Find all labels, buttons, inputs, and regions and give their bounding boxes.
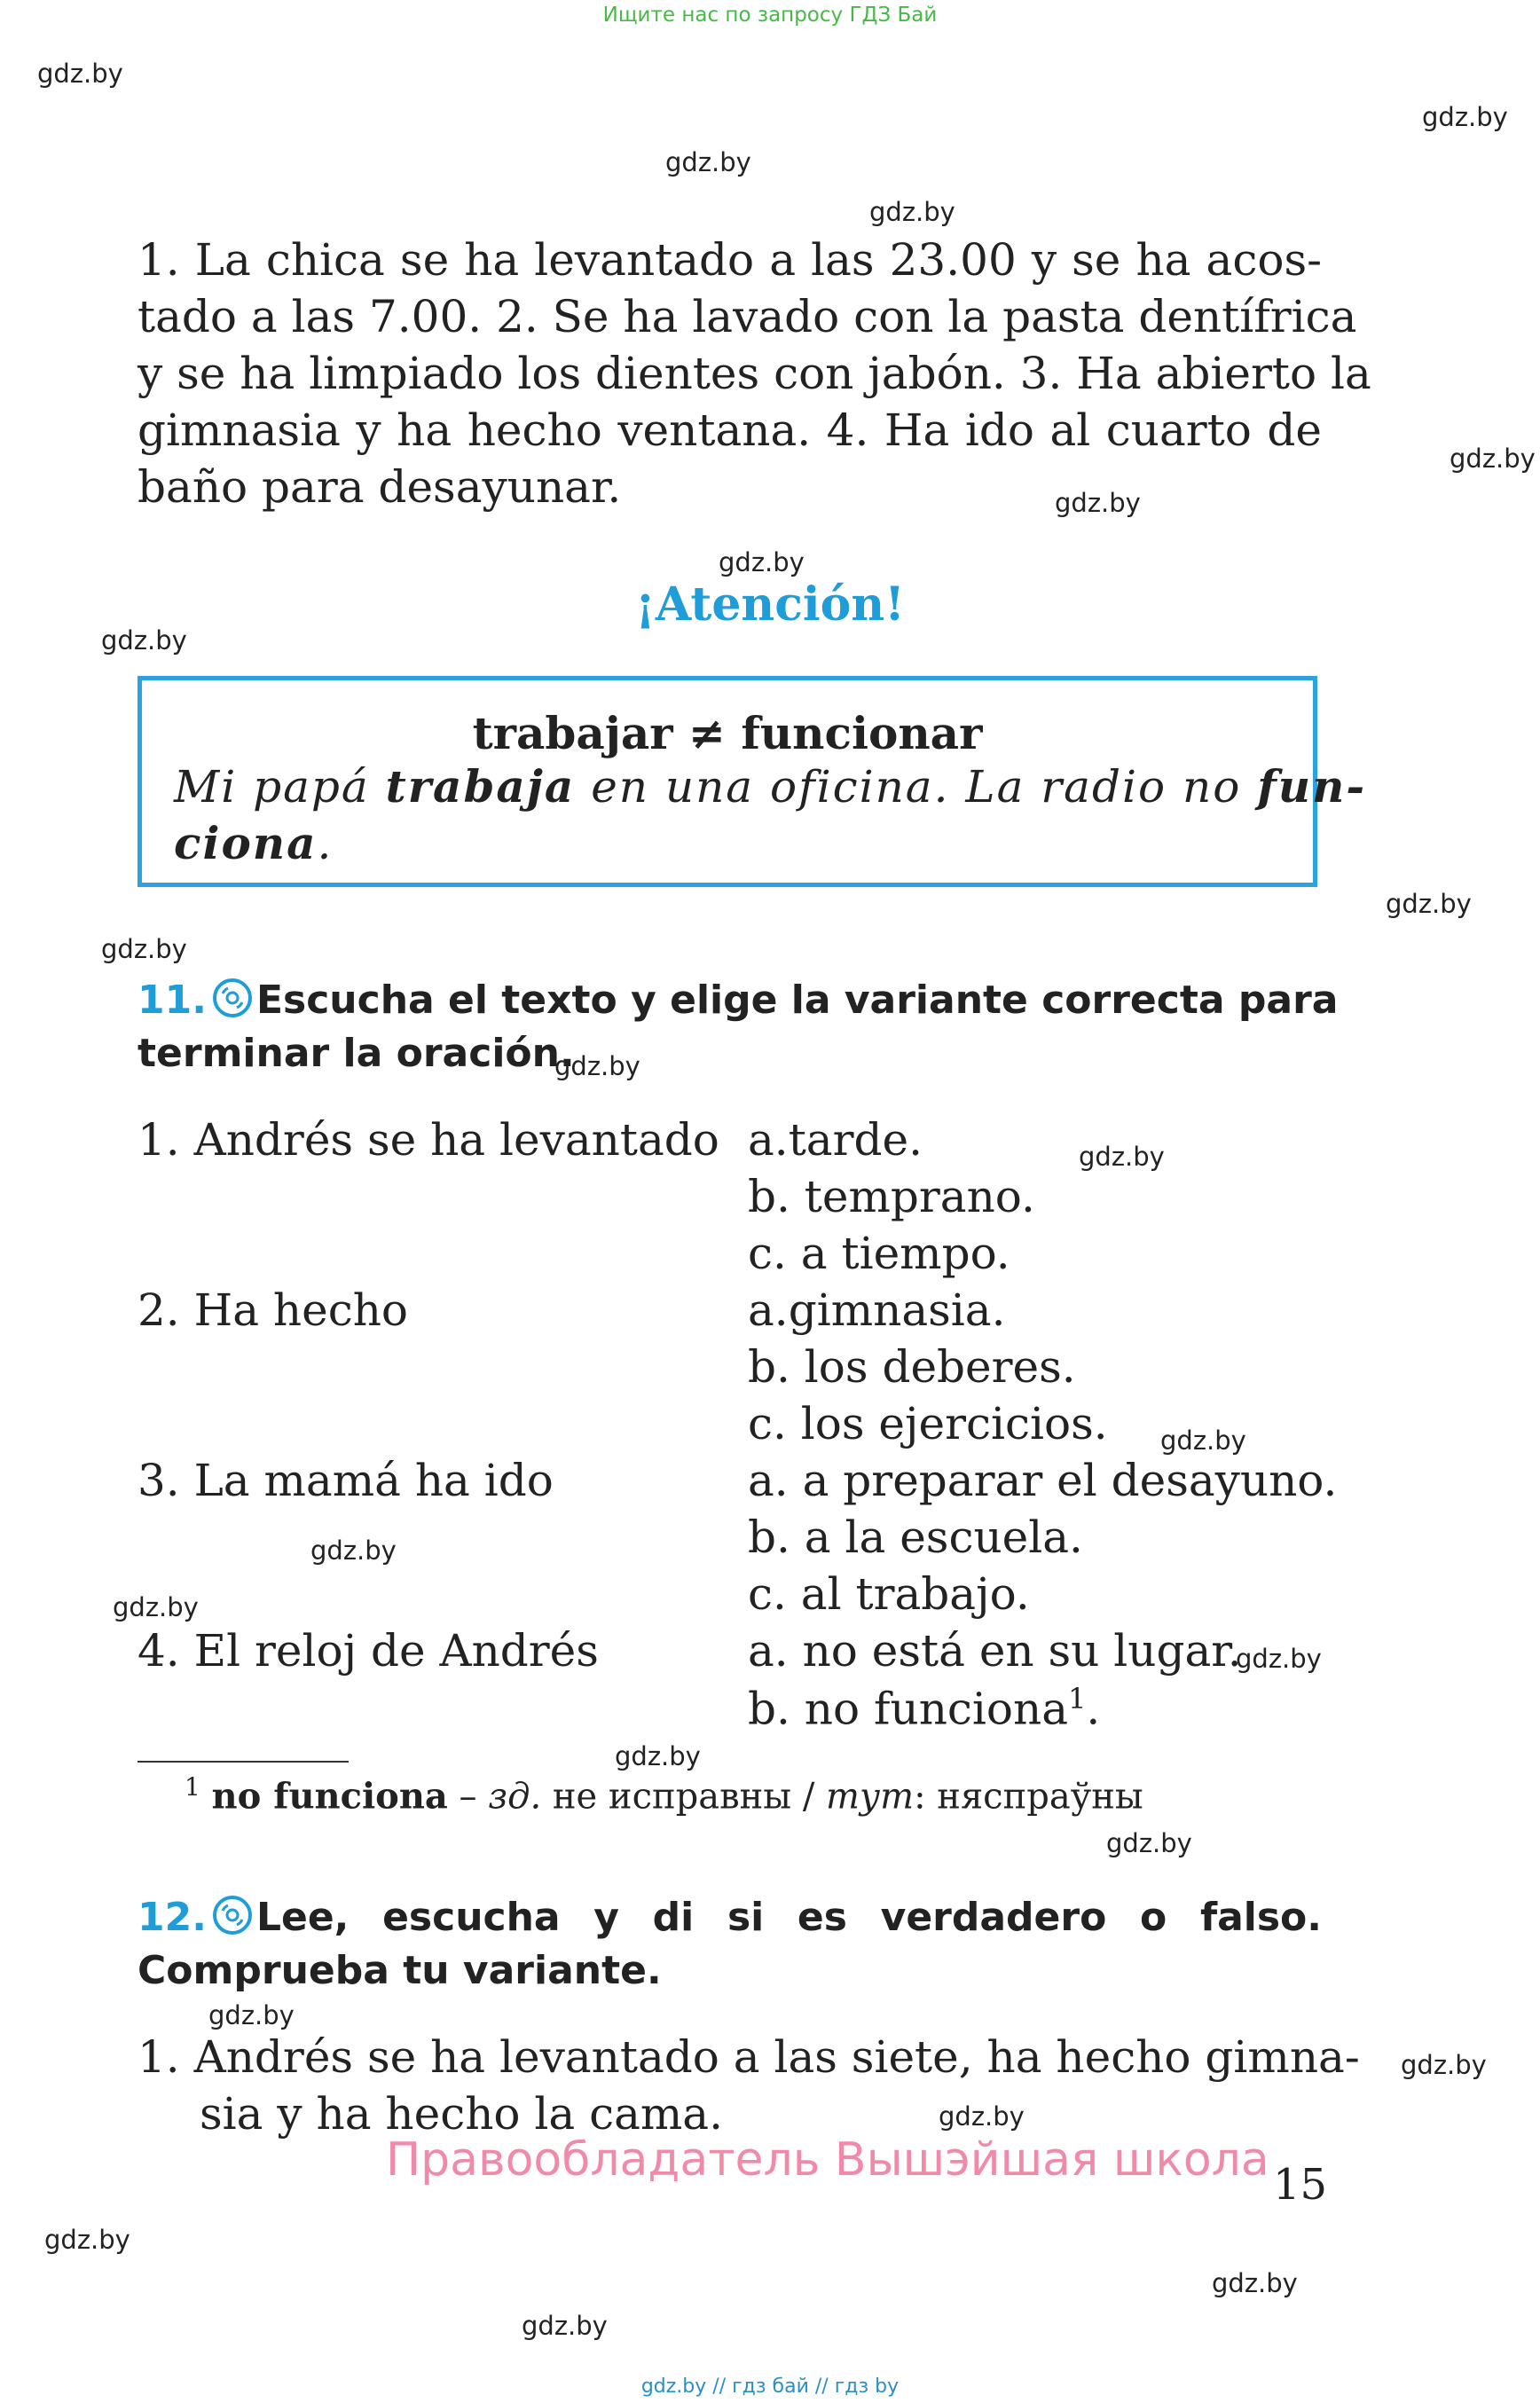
- option-end: .: [1086, 1683, 1101, 1735]
- question-stem: 2. Ha hecho: [138, 1284, 409, 1336]
- note-box: [138, 676, 1367, 887]
- paragraph-line: baño para desayunar.: [138, 461, 622, 513]
- rights-holder: Правообладатель Вышэйшая школа: [386, 2133, 1269, 2187]
- watermark: gdz.by: [1055, 488, 1141, 518]
- watermark: gdz.by: [1160, 1425, 1246, 1456]
- watermark: gdz.by: [37, 59, 123, 89]
- watermark: gdz.by: [615, 1741, 701, 1771]
- footer-note: gdz.by // гдз бай // гдз by: [640, 2376, 900, 2398]
- watermark: gdz.by: [101, 625, 187, 656]
- footnote-ref: 1: [1068, 1682, 1087, 1716]
- paragraph-line: gimnasia y ha hecho ventana. 4. Ha ido al cuarto de: [138, 404, 1322, 456]
- watermark: gdz.by: [1079, 1142, 1165, 1172]
- footnote-term: no funciona: [211, 1775, 448, 1818]
- note-text: Mi papá: [174, 761, 386, 813]
- watermark: gdz.by: [665, 147, 751, 177]
- watermark: gdz.by: [208, 2000, 295, 2030]
- note-keyword: fun-: [1257, 760, 1367, 813]
- intro-paragraph: [138, 232, 1371, 515]
- task-instruction: Escucha el texto y elige la variante correcta para: [255, 978, 1339, 1023]
- watermark: gdz.by: [522, 2311, 608, 2341]
- option-text: b. no funciona: [748, 1683, 1069, 1735]
- question-stem: 1. Andrés se ha levantado: [138, 1114, 719, 1166]
- note-example: [174, 758, 1367, 872]
- task-number: 11.: [138, 978, 207, 1023]
- footnote-by: : няспраўны: [914, 1776, 1143, 1818]
- footnote-abbr: тут: [826, 1776, 915, 1818]
- answer-option: b. a la escuela.: [748, 1512, 1083, 1563]
- watermark: gdz.by: [1450, 444, 1536, 474]
- statement-line: sia y ha hecho la cama.: [200, 2088, 724, 2140]
- task-instruction: Comprueba tu variante.: [138, 1948, 662, 1993]
- audio-disc-icon: [212, 1895, 253, 1936]
- watermark: gdz.by: [719, 547, 805, 577]
- watermark: gdz.by: [1212, 2268, 1298, 2298]
- task-instruction: Lee, escucha y di si es verdadero o falso.: [255, 1895, 1322, 1940]
- footnote-abbr: зд.: [488, 1776, 542, 1818]
- question-stem: 4. El reloj de Andrés: [138, 1625, 599, 1677]
- paragraph-line: y se ha limpiado los dientes con jabón. 3. Ha abierto la: [138, 348, 1371, 399]
- answer-option: a. a preparar el desayuno.: [748, 1455, 1338, 1506]
- answer-option: c. a tiempo.: [748, 1228, 1010, 1279]
- watermark: gdz.by: [1422, 102, 1508, 132]
- watermark: gdz.by: [1386, 889, 1472, 919]
- note-text: .: [317, 818, 334, 869]
- answer-option: b. temprano.: [748, 1171, 1035, 1222]
- note-text: en una oficina. La radio no: [575, 761, 1258, 813]
- question-stem: 3. La mamá ha ido: [138, 1455, 554, 1506]
- note-keyword: ciona: [174, 817, 318, 869]
- footnote: [185, 1772, 1143, 1817]
- watermark: gdz.by: [939, 2101, 1025, 2132]
- footnote-mark: 1: [185, 1772, 200, 1802]
- watermark: gdz.by: [101, 934, 187, 964]
- answer-option: a. no está en su lugar.: [748, 1625, 1242, 1677]
- header-note: Ищите нас по запросу ГДЗ Бай: [602, 4, 938, 27]
- watermark: gdz.by: [113, 1592, 199, 1622]
- page-number: 15: [1273, 2160, 1328, 2210]
- watermark: gdz.by: [869, 197, 955, 227]
- task-11-heading: [138, 974, 1339, 1080]
- paragraph-line: tado a las 7.00. 2. Se ha lavado con la pasta dentífrica: [138, 291, 1357, 342]
- task-number: 12.: [138, 1895, 207, 1940]
- audio-disc-icon: [212, 978, 253, 1018]
- watermark: gdz.by: [310, 1535, 397, 1566]
- footnote-ru: не исправны /: [541, 1776, 827, 1818]
- answer-option: c. los ejercicios.: [748, 1398, 1108, 1449]
- paragraph-line: 1. La chica se ha levantado a las 23.00 y se ha acos-: [138, 234, 1322, 286]
- answer-option: [748, 1682, 1100, 1735]
- note-keyword: trabaja: [385, 760, 576, 813]
- statement-line: 1. Andrés se ha levantado a las siete, ha hecho gimna-: [138, 2031, 1360, 2083]
- task-12-heading: [138, 1891, 1322, 1998]
- watermark: gdz.by: [1106, 1828, 1192, 1858]
- watermark: gdz.by: [1401, 2050, 1487, 2080]
- watermark: gdz.by: [1236, 1644, 1322, 1674]
- attention-heading: ¡Atención!: [635, 577, 905, 632]
- answer-option: a.tarde.: [748, 1114, 923, 1166]
- task-instruction: terminar la oración.: [138, 1031, 575, 1076]
- watermark: gdz.by: [554, 1051, 640, 1081]
- note-title: trabajar ≠ funcionar: [472, 707, 983, 759]
- watermark: gdz.by: [44, 2225, 130, 2255]
- footnote-divider: [138, 1761, 349, 1763]
- answer-option: c. al trabajo.: [748, 1568, 1030, 1620]
- footnote-dash: –: [447, 1776, 489, 1818]
- answer-option: b. los deberes.: [748, 1341, 1076, 1393]
- answer-option: a.gimnasia.: [748, 1284, 1006, 1336]
